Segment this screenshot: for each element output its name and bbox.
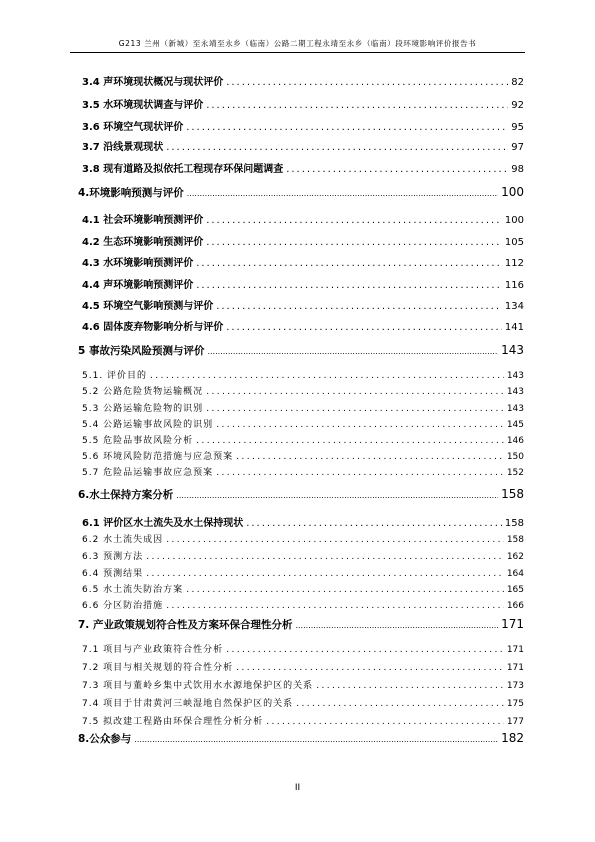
toc-entry-title: 6.3 预测方法 <box>82 552 144 562</box>
toc-entry-page: 164 <box>506 569 524 579</box>
toc-entry[interactable] <box>78 617 524 632</box>
toc-entry[interactable] <box>78 276 524 291</box>
toc-entry-title: 4.6 固体废弃物影响分析与评价 <box>82 322 224 333</box>
toc-leader-dots <box>295 621 498 630</box>
toc-entry[interactable] <box>78 487 524 502</box>
toc-entry-page: 145 <box>506 420 524 430</box>
toc-entry-title: 5 事故污染风险预测与评价 <box>78 345 205 357</box>
toc-entry-page: 97 <box>511 142 524 153</box>
toc-entry[interactable] <box>78 297 524 312</box>
toc-leader-dots <box>206 237 502 248</box>
toc-leader-dots <box>206 215 502 226</box>
toc-leader-dots <box>176 491 498 500</box>
toc-entry[interactable] <box>78 211 524 226</box>
toc-entry-page: 158 <box>501 487 524 501</box>
toc-entry-page: 177 <box>506 717 524 727</box>
toc-entry-page: 143 <box>506 404 524 414</box>
toc-leader-dots <box>246 518 502 529</box>
toc-entry-page: 100 <box>504 215 524 226</box>
toc-entry[interactable] <box>78 549 524 562</box>
toc-leader-dots <box>226 322 502 333</box>
toc-entry[interactable] <box>78 368 524 381</box>
toc-leader-dots <box>196 436 504 446</box>
toc-entry-page: 95 <box>511 122 524 133</box>
toc-leader-dots <box>206 387 504 397</box>
toc-entry-page: 112 <box>504 258 524 269</box>
toc-leader-dots <box>186 585 504 595</box>
toc-entry-page: 116 <box>504 280 524 291</box>
toc-leader-dots <box>216 420 504 430</box>
toc-leader-dots <box>316 681 504 691</box>
toc-entry-title: 7.2 项目与相关规划的符合性分析 <box>82 663 234 673</box>
toc-entry[interactable] <box>78 433 524 446</box>
toc-entry[interactable] <box>78 465 524 478</box>
toc-entry-page: 152 <box>506 468 524 478</box>
toc-leader-dots <box>146 569 504 579</box>
toc-entry-title: 5.3 公路运输危险物的识别 <box>82 404 204 414</box>
toc-entry-title: 6.4 预测结果 <box>82 569 144 579</box>
running-header: G213 兰州（新城）至永靖至永乡（临南）公路二期工程永靖至永乡（临南）段环境影响评价报告书 <box>70 38 525 53</box>
toc-entry-page: 171 <box>506 645 524 655</box>
toc-leader-dots <box>226 77 508 88</box>
toc-entry-page: 143 <box>506 387 524 397</box>
toc-entry-title: 3.4 声环境现状概况与现状评价 <box>82 77 224 88</box>
toc-entry-page: 100 <box>501 185 524 199</box>
toc-entry-title: 5.5 危险品事故风险分析 <box>82 436 194 446</box>
toc-entry-title: 4.环境影响预测与评价 <box>78 187 184 199</box>
toc-entry-title: 4.1 社会环境影响预测评价 <box>82 215 204 226</box>
toc-entry-page: 82 <box>511 77 524 88</box>
toc-entry[interactable] <box>78 384 524 397</box>
toc-entry[interactable] <box>78 642 524 655</box>
toc-entry-page: 162 <box>506 552 524 562</box>
toc-leader-dots <box>166 535 504 545</box>
toc-entry-page: 171 <box>506 663 524 673</box>
toc-leader-dots <box>296 699 504 709</box>
toc-entry-page: 105 <box>504 237 524 248</box>
toc-entry-page: 150 <box>506 452 524 462</box>
toc-entry[interactable] <box>78 714 524 727</box>
toc-leader-dots <box>236 452 504 462</box>
toc-entry[interactable] <box>78 417 524 430</box>
toc-entry-title: 6.1 评价区水土流失及水土保持现状 <box>82 518 244 529</box>
toc-leader-dots <box>166 601 504 611</box>
toc-leader-dots <box>226 645 504 655</box>
toc-entry[interactable] <box>78 582 524 595</box>
toc-entry[interactable] <box>78 678 524 691</box>
toc-entry-title: 7.4 项目于甘肃黄河三峡湿地自然保护区的关系 <box>82 699 294 709</box>
toc-entry[interactable] <box>78 118 524 133</box>
toc-entry-title: 7.5 拟改建工程路由环保合理性分析分析 <box>82 717 264 727</box>
toc-entry[interactable] <box>78 598 524 611</box>
toc-entry-title: 3.5 水环境现状调查与评价 <box>82 100 204 111</box>
toc-entry-title: 5.4 公路运输事故风险的识别 <box>82 420 214 430</box>
toc-entry[interactable] <box>78 138 524 153</box>
toc-entry[interactable] <box>78 318 524 333</box>
toc-entry-page: 134 <box>504 301 524 312</box>
toc-leader-dots <box>286 164 508 175</box>
toc-entry-page: 141 <box>504 322 524 333</box>
toc-entry-title: 4.2 生态环境影响预测评价 <box>82 237 204 248</box>
toc-entry[interactable] <box>78 233 524 248</box>
toc-leader-dots <box>216 301 502 312</box>
toc-entry-title: 7.1 项目与产业政策符合性分析 <box>82 645 224 655</box>
toc-entry[interactable] <box>78 449 524 462</box>
toc-leader-dots <box>187 189 498 198</box>
toc-entry-page: 173 <box>506 681 524 691</box>
toc-entry-page: 166 <box>506 601 524 611</box>
toc-entry-page: 92 <box>511 100 524 111</box>
toc-entry[interactable] <box>78 532 524 545</box>
toc-leader-dots <box>216 468 504 478</box>
toc-entry-title: 6.6 分区防治措施 <box>82 601 164 611</box>
toc-entry-title: 3.6 环境空气现状评价 <box>82 122 184 133</box>
toc-entry[interactable] <box>78 343 524 358</box>
toc-leader-dots <box>206 100 508 111</box>
toc-leader-dots <box>134 735 498 744</box>
toc-entry[interactable] <box>78 160 524 175</box>
toc-entry[interactable] <box>78 96 524 111</box>
toc-entry-title: 6.水土保持方案分析 <box>78 489 174 501</box>
toc-leader-dots <box>236 663 504 673</box>
toc-entry-page: 158 <box>506 535 524 545</box>
toc-entry-page: 146 <box>506 436 524 446</box>
toc-entry[interactable] <box>78 514 524 529</box>
toc-entry[interactable] <box>78 254 524 269</box>
toc-entry-title: 8.公众参与 <box>78 733 132 745</box>
toc-entry-page: 182 <box>501 731 524 745</box>
toc-leader-dots <box>207 347 498 356</box>
toc-leader-dots <box>206 404 504 414</box>
toc-leader-dots <box>186 122 508 133</box>
toc-entry-page: 165 <box>506 585 524 595</box>
toc-entry-title: 5.7 危险品运输事故应急预案 <box>82 468 214 478</box>
toc-leader-dots <box>146 552 504 562</box>
toc-entry[interactable] <box>78 401 524 414</box>
toc-entry[interactable] <box>78 696 524 709</box>
toc-entry-title: 4.5 环境空气影响预测与评价 <box>82 301 214 312</box>
toc-entry[interactable] <box>78 731 524 746</box>
toc-entry[interactable] <box>78 73 524 88</box>
toc-leader-dots <box>166 142 508 153</box>
toc-entry-title: 5.1. 评价目的 <box>82 371 148 381</box>
toc-entry-page: 158 <box>504 518 524 529</box>
toc-leader-dots <box>196 280 502 291</box>
toc-entry-title: 6.2 水土流失成因 <box>82 535 164 545</box>
toc-entry[interactable] <box>78 185 524 200</box>
toc-entry-page: 98 <box>511 164 524 175</box>
toc-entry-page: 175 <box>506 699 524 709</box>
toc-entry-title: 4.4 声环境影响预测评价 <box>82 280 194 291</box>
toc-entry-title: 6.5 水土流失防治方案 <box>82 585 184 595</box>
toc-entry[interactable] <box>78 566 524 579</box>
toc-entry-title: 7. 产业政策规划符合性及方案环保合理性分析 <box>78 619 293 631</box>
toc-entry-page: 143 <box>506 371 524 381</box>
toc-entry[interactable] <box>78 660 524 673</box>
page-number: II <box>294 783 301 793</box>
toc-entry-page: 143 <box>501 343 524 357</box>
toc-leader-dots <box>266 717 504 727</box>
toc-entry-title: 7.3 项目与董岭乡集中式饮用水水源地保护区的关系 <box>82 681 314 691</box>
toc-entry-title: 4.3 水环境影响预测评价 <box>82 258 194 269</box>
toc-entry-title: 5.2 公路危险货物运输概况 <box>82 387 204 397</box>
toc-leader-dots <box>196 258 502 269</box>
toc-leader-dots <box>150 371 504 381</box>
toc-entry-title: 5.6 环境风险防范措施与应急预案 <box>82 452 234 462</box>
toc-entry-title: 3.8 现有道路及拟依托工程现存环保问题调查 <box>82 164 284 175</box>
toc-entry-page: 171 <box>501 617 524 631</box>
toc-entry-title: 3.7 沿线景观现状 <box>82 142 164 153</box>
